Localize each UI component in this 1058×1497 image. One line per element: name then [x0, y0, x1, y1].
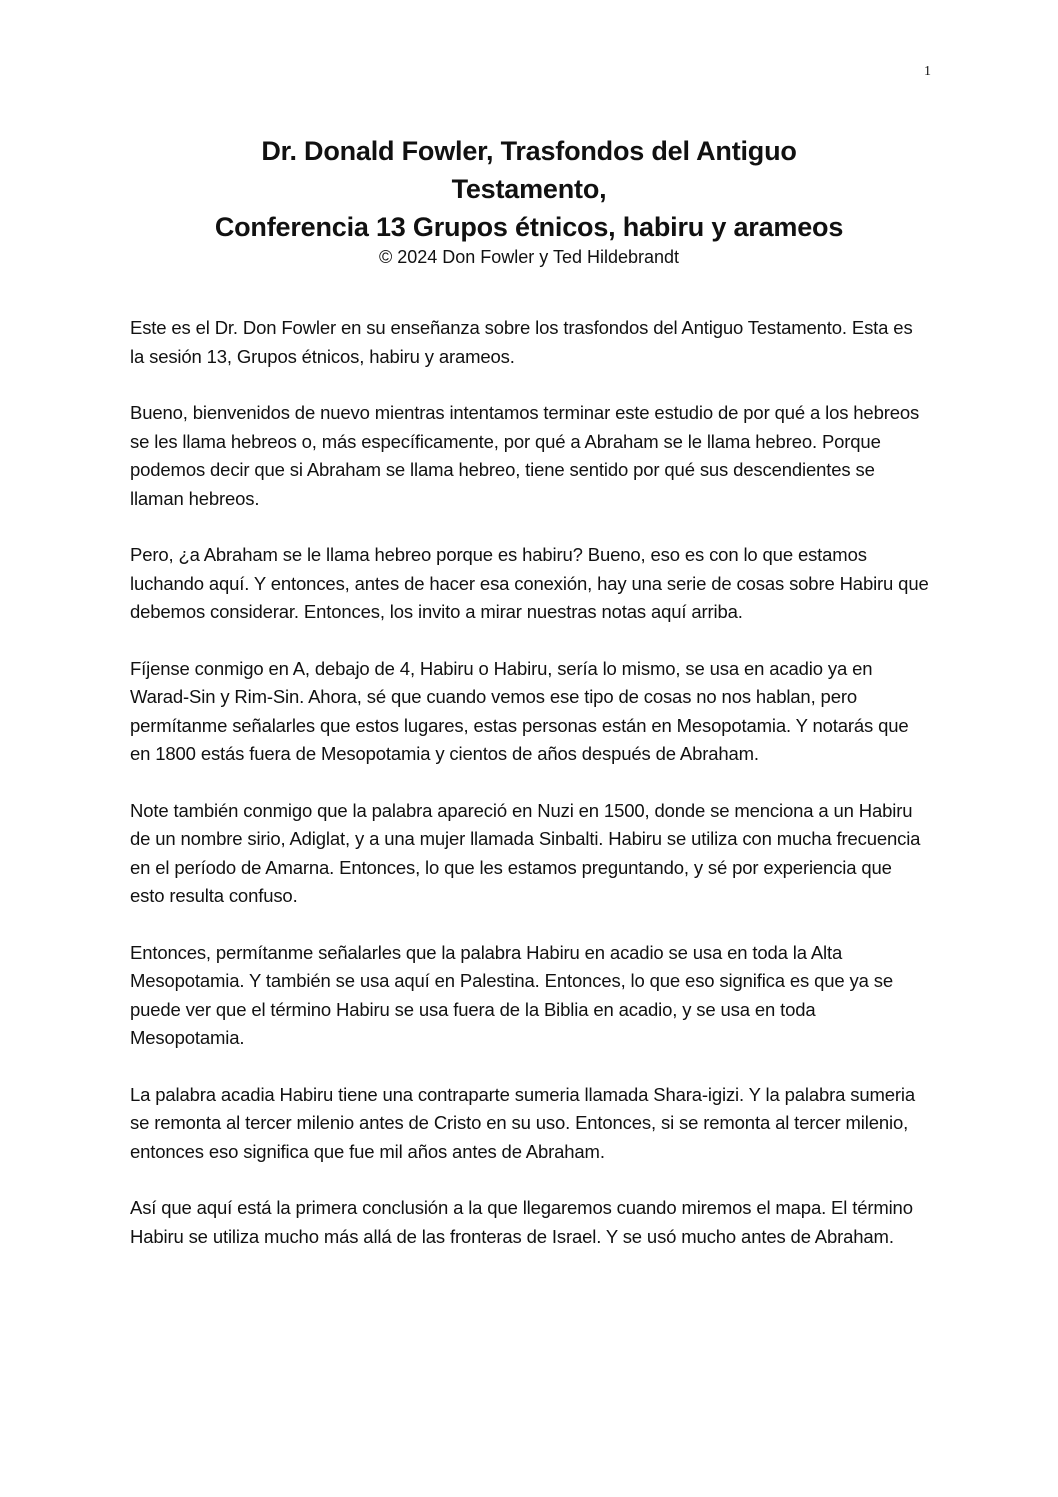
copyright-line: © 2024 Don Fowler y Ted Hildebrandt: [378, 247, 680, 267]
paragraph-2: Bueno, bienvenidos de nuevo mientras intentamos terminar este estudio de por qué a los hebreos se les llama hebreos o, más específicamente, por qué a Abraham se le llama hebreo. Porque podemos decir que si Abraham se llama hebreo, tiene sentido por qué sus descendientes se llaman hebreos.: [130, 402, 920, 509]
title-block: [100, 132, 958, 268]
body-text: [130, 314, 930, 1279]
paragraph-8: Así que aquí está la primera conclusión a la que llegaremos cuando miremos el mapa. El término Habiru se utiliza mucho más allá de las fronteras de Israel. Y se usó mucho antes de Abraham.: [130, 1197, 913, 1247]
paragraph-1: Este es el Dr. Don Fowler en su enseñanza sobre los trasfondos del Antiguo Testamento. Esta es la sesión 13, Grupos étnicos, habiru y arameos.: [130, 317, 913, 367]
paragraph-7: La palabra acadia Habiru tiene una contraparte sumeria llamada Shara-igizi. Y la palabra sumeria se remonta al tercer milenio antes de Cristo en su uso. Entonces, si se remonta al tercer milenio, entonces eso significa que fue mil años antes de Abraham.: [130, 1083, 915, 1162]
paragraph-6: Entonces, permítanme señalarles que la palabra Habiru en acadio se usa en toda la Alta Mesopotamia. Y también se usa aquí en Palestina. Entonces, lo que eso significa es que ya se puede ver que el término Habiru se usa fuera de la Biblia en acadio, y se usa en toda Mesopotamia.: [130, 941, 894, 1048]
paragraph-5: Note también conmigo que la palabra apareció en Nuzi en 1500, donde se menciona a un Habiru de un nombre sirio, Adiglat, y a una mujer llamada Sinbalti. Habiru se utiliza con mucha frecuencia en el período de Amarna. Entonces, lo que les estamos preguntando, y sé por experiencia que esto resulta confuso.: [130, 799, 921, 906]
title-line-3: Conferencia 13 Grupos étnicos, habiru y arameos: [214, 212, 844, 242]
page-number: 1: [924, 64, 931, 79]
title-line-2: Testamento,: [451, 174, 607, 204]
paragraph-3: Pero, ¿a Abraham se le llama hebreo porque es habiru? Bueno, eso es con lo que estamos luchando aquí. Y entonces, antes de hacer esa conexión, hay una serie de cosas sobre Habiru que debemos considerar. Entonces, los invito a mirar nuestras notas aquí arriba.: [130, 544, 929, 622]
title-line-1: Dr. Donald Fowler, Trasfondos del Antiguo: [261, 136, 797, 166]
paragraph-4: Fíjense conmigo en A, debajo de 4, Habiru o Habiru, sería lo mismo, se usa en acadio ya en Warad-Sin y Rim-Sin. Ahora, sé que cuando vemos ese tipo de cosas no nos hablan, pero permítanme señalarles que estos lugares, estas personas están en Mesopotamia. Y notarás que en 1800 estás fuera de Mesopotamia y cientos de años después de Abraham.: [130, 657, 909, 764]
